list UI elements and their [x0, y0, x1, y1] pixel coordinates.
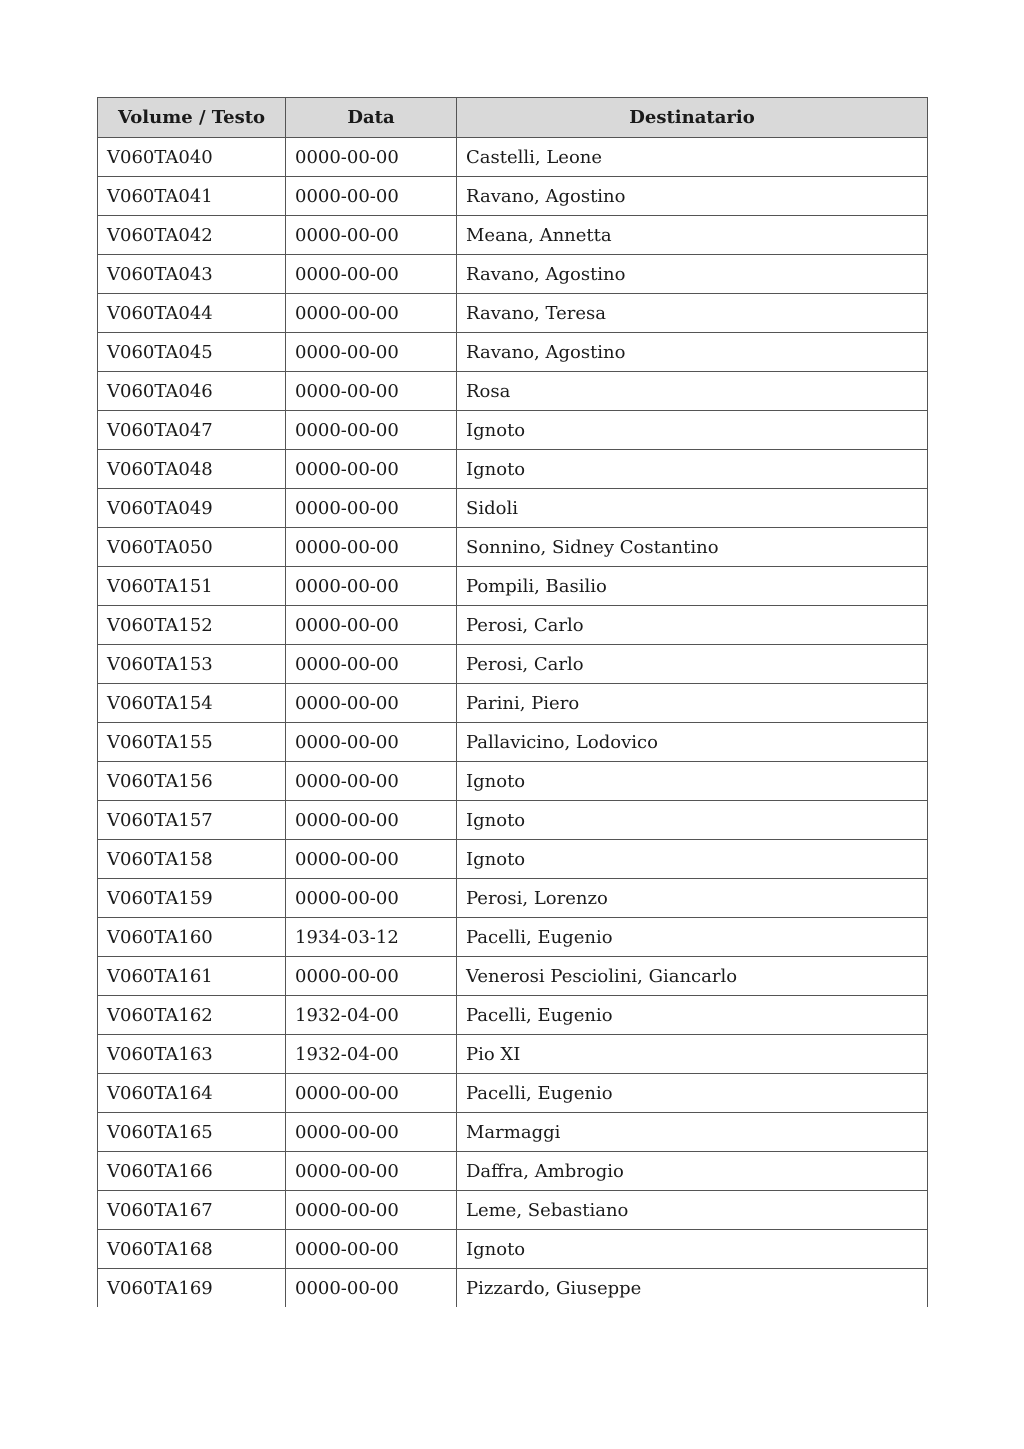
- cell-data: 0000-00-00: [286, 879, 457, 918]
- cell-data: 1932-04-00: [286, 1035, 457, 1074]
- table-row: [98, 450, 928, 489]
- cell-destinatario: Perosi, Carlo: [457, 606, 928, 645]
- records-table: [97, 97, 928, 1307]
- table-body: [98, 138, 928, 1308]
- cell-destinatario: Ignoto: [457, 801, 928, 840]
- cell-destinatario: Ravano, Teresa: [457, 294, 928, 333]
- cell-volume: V060TA044: [98, 294, 286, 333]
- cell-volume: V060TA161: [98, 957, 286, 996]
- cell-volume: V060TA154: [98, 684, 286, 723]
- cell-volume: V060TA166: [98, 1152, 286, 1191]
- cell-destinatario: Ignoto: [457, 411, 928, 450]
- cell-volume: V060TA047: [98, 411, 286, 450]
- table-row: [98, 294, 928, 333]
- table-row: [98, 606, 928, 645]
- cell-destinatario: Pio XI: [457, 1035, 928, 1074]
- cell-data: 0000-00-00: [286, 801, 457, 840]
- cell-data: 0000-00-00: [286, 138, 457, 177]
- cell-destinatario: Perosi, Carlo: [457, 645, 928, 684]
- cell-destinatario: Pacelli, Eugenio: [457, 1074, 928, 1113]
- cell-data: 0000-00-00: [286, 216, 457, 255]
- cell-data: 0000-00-00: [286, 1152, 457, 1191]
- table-row: [98, 528, 928, 567]
- table-row: [98, 762, 928, 801]
- cell-data: 0000-00-00: [286, 723, 457, 762]
- table-row: [98, 489, 928, 528]
- cell-volume: V060TA153: [98, 645, 286, 684]
- cell-destinatario: Pacelli, Eugenio: [457, 918, 928, 957]
- table-row: [98, 840, 928, 879]
- table-row: [98, 333, 928, 372]
- cell-volume: V060TA160: [98, 918, 286, 957]
- cell-destinatario: Sidoli: [457, 489, 928, 528]
- cell-destinatario: Sonnino, Sidney Costantino: [457, 528, 928, 567]
- cell-destinatario: Venerosi Pesciolini, Giancarlo: [457, 957, 928, 996]
- cell-destinatario: Ignoto: [457, 762, 928, 801]
- cell-volume: V060TA169: [98, 1269, 286, 1308]
- table-row: [98, 879, 928, 918]
- table-row: [98, 957, 928, 996]
- cell-volume: V060TA046: [98, 372, 286, 411]
- table-row: [98, 1191, 928, 1230]
- cell-volume: V060TA049: [98, 489, 286, 528]
- table-row: [98, 996, 928, 1035]
- cell-data: 0000-00-00: [286, 489, 457, 528]
- table-row: [98, 567, 928, 606]
- table-row: [98, 177, 928, 216]
- table-row: [98, 138, 928, 177]
- cell-data: 1934-03-12: [286, 918, 457, 957]
- table-row: [98, 801, 928, 840]
- table-row: [98, 372, 928, 411]
- cell-destinatario: Pacelli, Eugenio: [457, 996, 928, 1035]
- cell-data: 0000-00-00: [286, 372, 457, 411]
- cell-data: 0000-00-00: [286, 1230, 457, 1269]
- table-row: [98, 255, 928, 294]
- cell-destinatario: Pallavicino, Lodovico: [457, 723, 928, 762]
- cell-volume: V060TA040: [98, 138, 286, 177]
- cell-volume: V060TA045: [98, 333, 286, 372]
- table-row: [98, 1230, 928, 1269]
- cell-destinatario: Ignoto: [457, 1230, 928, 1269]
- cell-data: 0000-00-00: [286, 645, 457, 684]
- cell-data: 0000-00-00: [286, 762, 457, 801]
- cell-volume: V060TA157: [98, 801, 286, 840]
- cell-data: 0000-00-00: [286, 606, 457, 645]
- cell-volume: V060TA155: [98, 723, 286, 762]
- cell-destinatario: Rosa: [457, 372, 928, 411]
- column-header-volume: Volume / Testo: [98, 98, 286, 138]
- table-row: [98, 1074, 928, 1113]
- table-row: [98, 684, 928, 723]
- cell-data: 0000-00-00: [286, 1191, 457, 1230]
- cell-volume: V060TA164: [98, 1074, 286, 1113]
- table-row: [98, 1152, 928, 1191]
- cell-volume: V060TA158: [98, 840, 286, 879]
- cell-volume: V060TA168: [98, 1230, 286, 1269]
- cell-destinatario: Ravano, Agostino: [457, 333, 928, 372]
- cell-volume: V060TA159: [98, 879, 286, 918]
- cell-volume: V060TA167: [98, 1191, 286, 1230]
- cell-destinatario: Meana, Annetta: [457, 216, 928, 255]
- cell-destinatario: Castelli, Leone: [457, 138, 928, 177]
- cell-data: 0000-00-00: [286, 567, 457, 606]
- cell-volume: V060TA156: [98, 762, 286, 801]
- cell-destinatario: Pompili, Basilio: [457, 567, 928, 606]
- column-header-destinatario: Destinatario: [457, 98, 928, 138]
- cell-volume: V060TA163: [98, 1035, 286, 1074]
- cell-data: 0000-00-00: [286, 957, 457, 996]
- table-row: [98, 216, 928, 255]
- table-row: [98, 723, 928, 762]
- cell-volume: V060TA042: [98, 216, 286, 255]
- cell-data: 0000-00-00: [286, 528, 457, 567]
- cell-data: 0000-00-00: [286, 1113, 457, 1152]
- cell-data: 0000-00-00: [286, 684, 457, 723]
- cell-data: 0000-00-00: [286, 411, 457, 450]
- cell-data: 0000-00-00: [286, 1074, 457, 1113]
- cell-destinatario: Marmaggi: [457, 1113, 928, 1152]
- table-row: [98, 645, 928, 684]
- cell-destinatario: Ravano, Agostino: [457, 177, 928, 216]
- cell-destinatario: Ravano, Agostino: [457, 255, 928, 294]
- table-row: [98, 1113, 928, 1152]
- cell-destinatario: Leme, Sebastiano: [457, 1191, 928, 1230]
- cell-destinatario: Perosi, Lorenzo: [457, 879, 928, 918]
- cell-volume: V060TA165: [98, 1113, 286, 1152]
- cell-volume: V060TA048: [98, 450, 286, 489]
- cell-destinatario: Ignoto: [457, 840, 928, 879]
- table-row: [98, 1269, 928, 1308]
- cell-data: 0000-00-00: [286, 177, 457, 216]
- cell-data: 0000-00-00: [286, 1269, 457, 1308]
- cell-data: 1932-04-00: [286, 996, 457, 1035]
- table-row: [98, 411, 928, 450]
- cell-volume: V060TA162: [98, 996, 286, 1035]
- cell-destinatario: Pizzardo, Giuseppe: [457, 1269, 928, 1308]
- cell-data: 0000-00-00: [286, 255, 457, 294]
- cell-volume: V060TA041: [98, 177, 286, 216]
- cell-destinatario: Parini, Piero: [457, 684, 928, 723]
- cell-volume: V060TA151: [98, 567, 286, 606]
- cell-volume: V060TA050: [98, 528, 286, 567]
- cell-data: 0000-00-00: [286, 294, 457, 333]
- cell-destinatario: Daffra, Ambrogio: [457, 1152, 928, 1191]
- cell-data: 0000-00-00: [286, 840, 457, 879]
- column-header-data: Data: [286, 98, 457, 138]
- table-row: [98, 918, 928, 957]
- table-row: [98, 1035, 928, 1074]
- cell-volume: V060TA152: [98, 606, 286, 645]
- cell-data: 0000-00-00: [286, 333, 457, 372]
- cell-volume: V060TA043: [98, 255, 286, 294]
- cell-data: 0000-00-00: [286, 450, 457, 489]
- cell-destinatario: Ignoto: [457, 450, 928, 489]
- header-row: [98, 98, 928, 138]
